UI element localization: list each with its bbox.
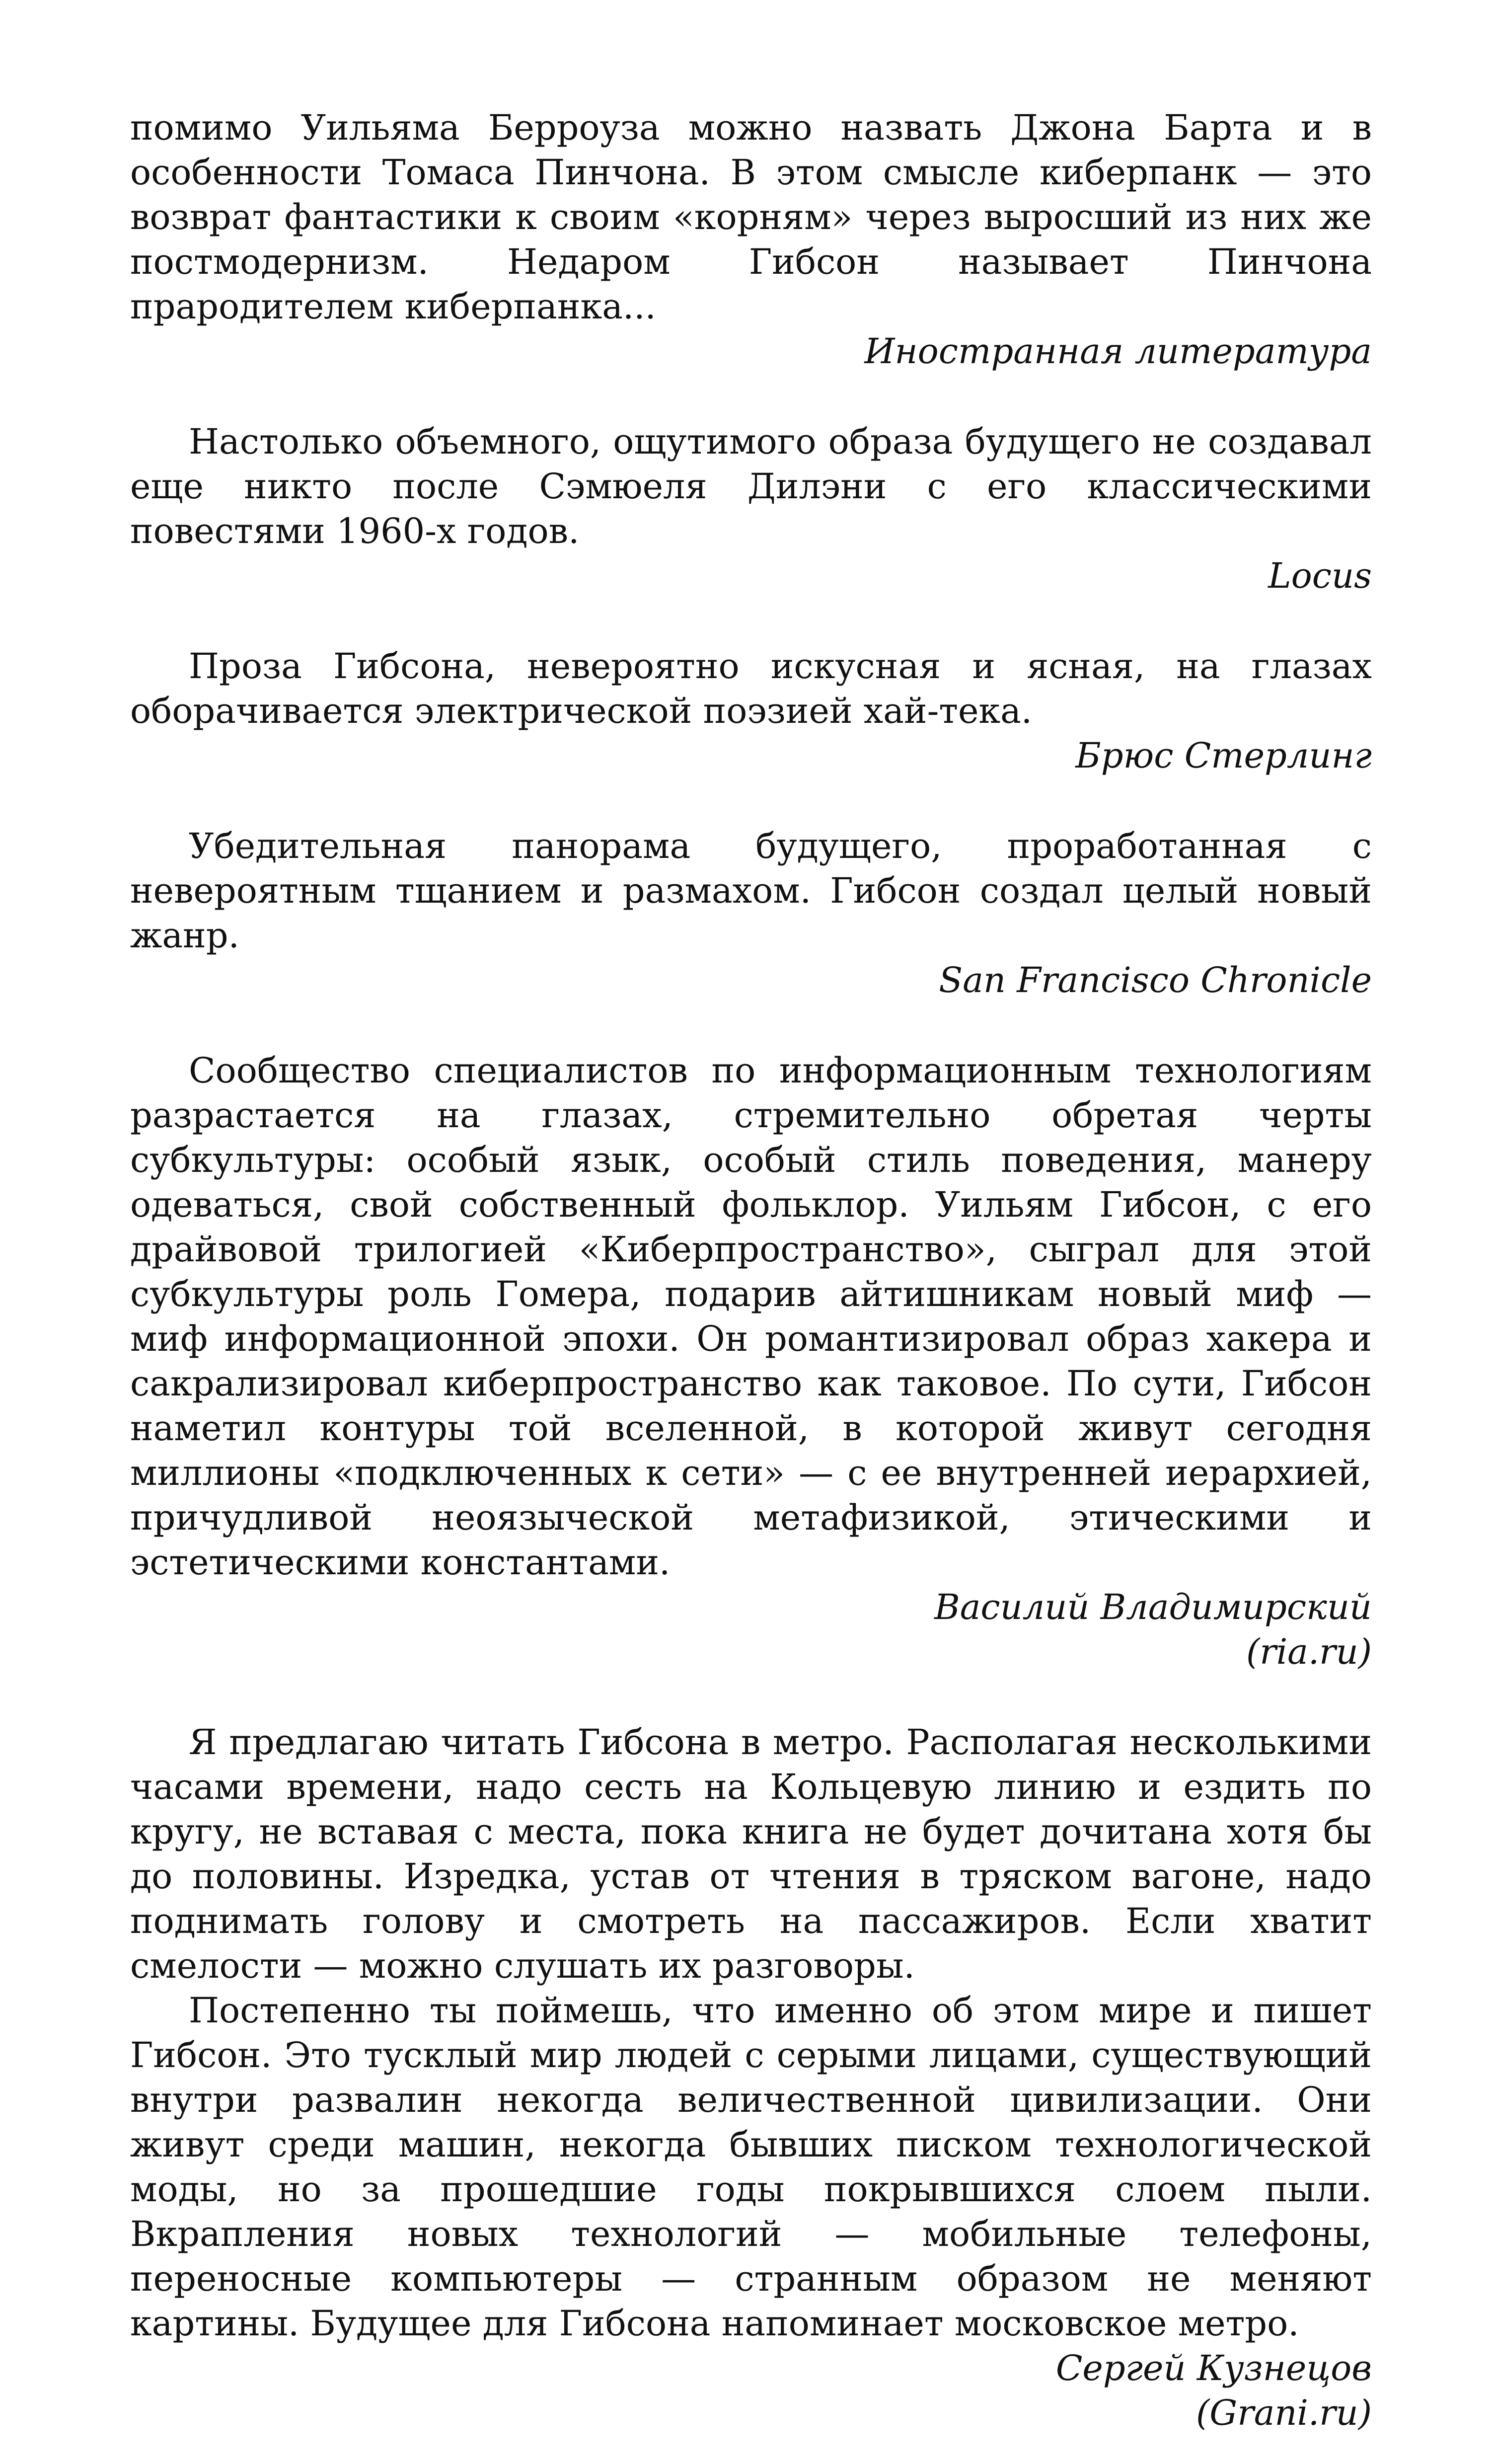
quote-source: Василий Владимирский [934,1587,1372,1627]
quote-block [130,105,1372,374]
page-text-block [130,105,1372,2435]
spacer [130,1002,1372,1048]
quote-source-site: (Grani.ru) [1196,2392,1372,2433]
quote-block [130,1048,1372,1674]
quote-paragraph: Проза Гибсона, невероятно искусная и ясная, на глазах оборачивается электрической поэзией хай-тека. [130,646,1372,731]
spacer [130,1674,1372,1720]
spacer [130,374,1372,419]
quote-paragraph: помимо Уильяма Берроуза можно назвать Джона Барта и в особенности Томаса Пинчона. В этом смысле киберпанк — это возврат фантастики к своим «корням» через выросший из них же постмодернизм. Недаром Гибсон называет Пинчона прародителем киберпанка... [130,107,1372,327]
quote-source: Locus [1268,555,1372,596]
quote-source: Брюс Стерлинг [1075,735,1372,776]
quote-block [130,824,1372,1002]
spacer [130,598,1372,644]
quote-paragraph: Постепенно ты поймешь, что именно об этом мире и пишет Гибсон. Это тусклый мир людей с серыми лицами, существующий внутри развалин некогда величественной цивилизации. Они живут среди машин, некогда бывших писком технологической моды, но за прошедшие годы покрывшихся слоем пыли. Вкрапления новых технологий — мобильные телефоны, переносные компьютеры — странным образом не меняют картины. Будущее для Гибсона напоминает московское метро. [130,1990,1372,2344]
quote-source: San Francisco Chronicle [939,960,1372,1001]
quote-source-site: (ria.ru) [1246,1631,1372,1672]
quote-block [130,419,1372,598]
quote-paragraph: Настолько объемного, ощутимого образа будущего не создавал еще никто после Сэмюеля Дилэни с его классическими повестями 1960-х годов. [130,421,1372,551]
quote-source: Иностранная литература [864,331,1372,372]
quote-paragraph: Сообщество специалистов по информационным технологиям разрастается на глазах, стремительно обретая черты субкультуры: особый язык, особый стиль поведения, манеру одеваться, свой собственный фольклор. Уильям Гибсон, с его драйвовой трилогией «Киберпространство», сыграл для этой субкультуры роль Гомера, подарив айтишникам новый миф — миф информационной эпохи. Он романтизировал образ хакера и сакрализировал киберпространство как таковое. По сути, Гибсон наметил контуры той вселенной, в которой живут сегодня миллионы «подключенных к сети» — с ее внутренней иерархией, причудливой неоязыческой метафизикой, этическими и эстетическими константами. [130,1050,1372,1583]
quote-block [130,644,1372,778]
quote-source: Сергей Кузнецов [1055,2348,1372,2388]
spacer [130,778,1372,824]
quote-block [130,1720,1372,2435]
quote-paragraph: Убедительная панорама будущего, проработанная с невероятным тщанием и размахом. Гибсон создал целый новый жанр. [130,826,1372,956]
quote-paragraph: Я предлагаю читать Гибсона в метро. Располагая несколькими часами времени, надо сесть на Кольцевую линию и ездить по кругу, не вставая с места, пока книга не будет дочитана хотя бы до половины. Изредка, устав от чтения в тряском вагоне, надо поднимать голову и смотреть на пассажиров. Если хватит смелости — можно слушать их разговоры. [130,1722,1372,1986]
